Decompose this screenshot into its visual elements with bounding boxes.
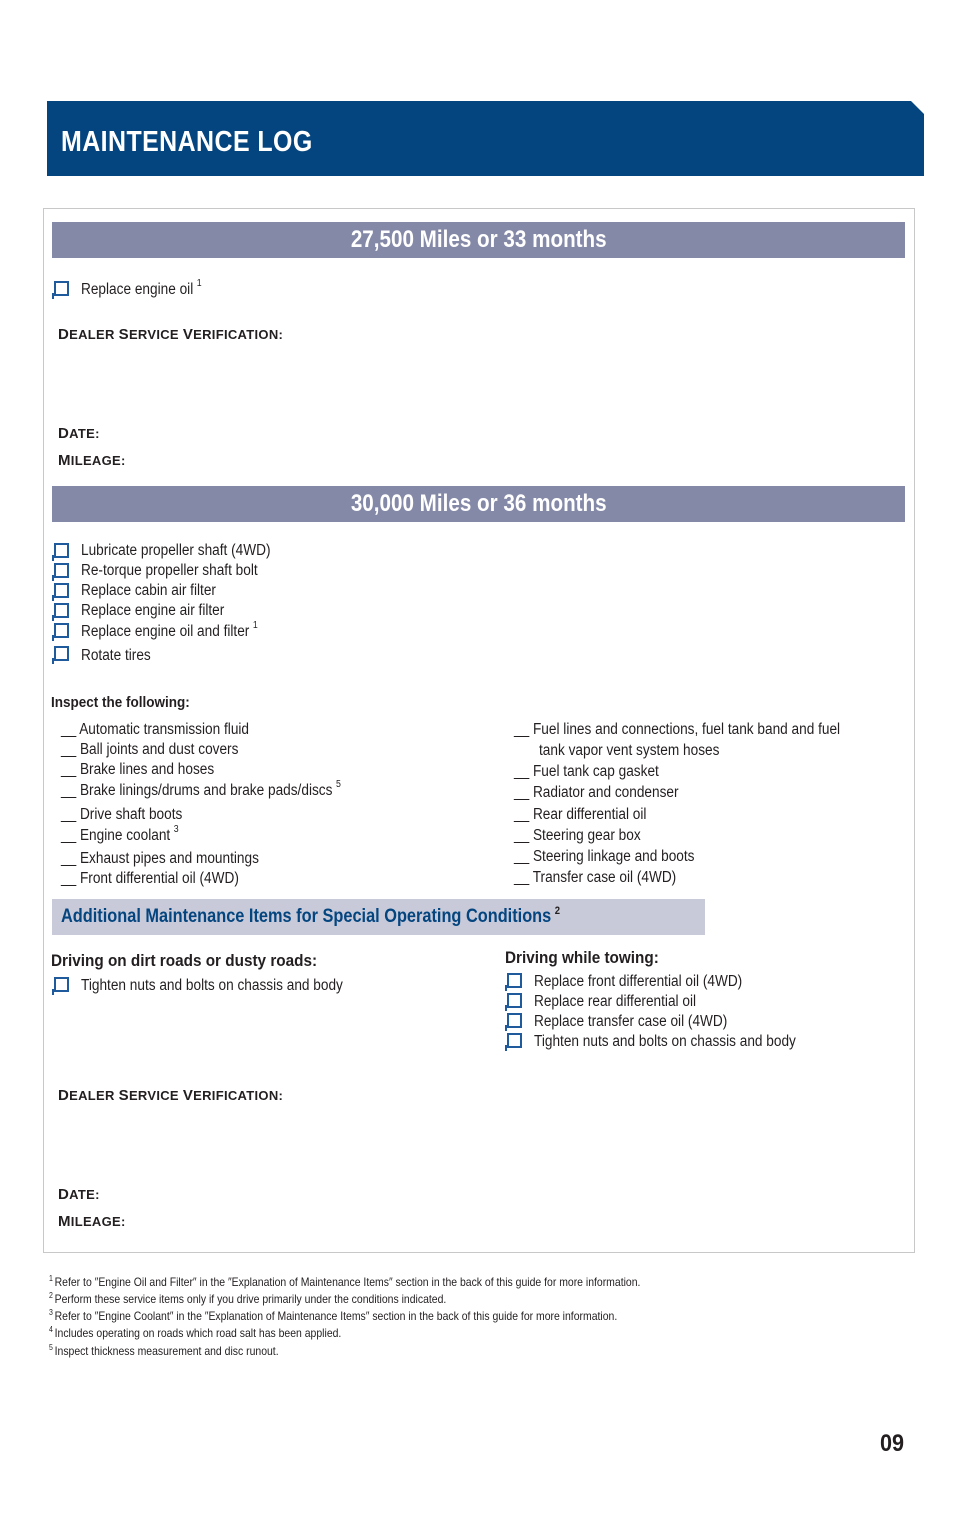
- service-item: [534, 973, 742, 991]
- footnote: [49, 1344, 279, 1358]
- footnote-ref: 3: [173, 824, 179, 835]
- service-item: [81, 542, 271, 560]
- checkbox[interactable]: [54, 543, 69, 558]
- inspect-item: [514, 806, 646, 824]
- inspect-item-label: __ Radiator and condenser: [514, 784, 679, 801]
- inspect-item-label: __ Brake lines and hoses: [61, 761, 215, 778]
- mileage-label: MILEAGE:: [58, 1213, 126, 1230]
- footnote-ref: 1: [252, 620, 258, 631]
- section-bar-30000: [52, 486, 905, 522]
- footnote: [49, 1326, 341, 1340]
- additional-maintenance-title: [61, 906, 560, 928]
- inspect-item: [61, 824, 179, 845]
- footnote-number: 3: [49, 1308, 53, 1317]
- checkbox[interactable]: [507, 993, 522, 1008]
- checkbox[interactable]: [54, 646, 69, 661]
- inspect-item: [514, 848, 694, 866]
- date-label: DATE:: [58, 425, 100, 442]
- service-item: [81, 620, 258, 641]
- inspect-item-label: __ Ball joints and dust covers: [61, 741, 239, 758]
- inspect-item-label: __ Exhaust pipes and mountings: [61, 850, 259, 867]
- section-title: 27,500 Miles or 33 months: [350, 226, 607, 253]
- inspect-item-label: __ Engine coolant: [61, 827, 171, 844]
- service-item: [81, 647, 151, 665]
- inspect-item: [61, 870, 239, 888]
- footnote: [49, 1292, 446, 1306]
- inspect-item-label: __ Steering gear box: [514, 827, 641, 844]
- inspect-item: [514, 721, 840, 739]
- footnote: [49, 1309, 617, 1323]
- section-title: 30,000 Miles or 36 months: [350, 490, 607, 517]
- inspect-item-label: __ Steering linkage and boots: [514, 848, 695, 865]
- inspect-item-label: __ Fuel lines and connections, fuel tank band and fuel: [514, 721, 841, 738]
- date-label: DATE:: [58, 1186, 100, 1203]
- footnote-ref: 5: [335, 779, 341, 790]
- page-title: MAINTENANCE LOG: [61, 126, 313, 158]
- service-item-label: Tighten nuts and bolts on chassis and body: [534, 1033, 796, 1050]
- section-bar-27500: [52, 222, 905, 258]
- checkbox[interactable]: [507, 1013, 522, 1028]
- checkbox[interactable]: [507, 973, 522, 988]
- inspect-item-continued: [539, 742, 719, 760]
- service-item-label: Replace engine oil: [81, 281, 194, 298]
- inspect-item: [514, 869, 676, 887]
- service-item-label: Lubricate propeller shaft (4WD): [81, 542, 271, 559]
- service-item: [534, 1033, 796, 1051]
- checkbox[interactable]: [54, 583, 69, 598]
- inspect-item-label: __ Front differential oil (4WD): [61, 870, 239, 887]
- footnote-text: Perform these service items only if you drive primarily under the conditions indicated.: [54, 1292, 447, 1306]
- footnote-number: 1: [49, 1274, 53, 1283]
- inspect-item: [514, 784, 679, 802]
- inspect-item-label: __ Automatic transmission fluid: [61, 721, 250, 738]
- checkbox[interactable]: [54, 281, 69, 296]
- checkbox[interactable]: [54, 623, 69, 638]
- service-item: [81, 278, 202, 299]
- footnote-number: 4: [49, 1325, 53, 1334]
- inspect-item: [514, 763, 659, 781]
- checkbox[interactable]: [507, 1033, 522, 1048]
- service-item-label: Rotate tires: [81, 647, 151, 664]
- inspect-item: [61, 741, 238, 759]
- inspect-item: [61, 850, 259, 868]
- dealer-verification-label: DEALER SERVICE VERIFICATION:: [58, 1087, 284, 1104]
- inspect-item-label: __ Drive shaft boots: [61, 806, 183, 823]
- footnote-text: Refer to ″Engine Oil and Filter″ in the ″Explanation of Maintenance Items″ section in the back of this guide for more information.: [54, 1275, 641, 1289]
- service-item-label: Replace rear differential oil: [534, 993, 697, 1010]
- service-item: [534, 1013, 727, 1031]
- inspect-item: [61, 761, 214, 779]
- footnote-text: Inspect thickness measurement and disc runout.: [54, 1344, 279, 1358]
- inspect-item: [61, 721, 249, 739]
- dirt-roads-heading: Driving on dirt roads or dusty roads:: [51, 951, 318, 970]
- inspect-item-label: __ Transfer case oil (4WD): [514, 869, 677, 886]
- checkbox[interactable]: [54, 563, 69, 578]
- service-item: [534, 993, 696, 1011]
- service-item: [81, 582, 216, 600]
- service-item-label: Replace engine air filter: [81, 602, 225, 619]
- service-item: [81, 602, 224, 620]
- footnote-ref: 1: [196, 278, 202, 289]
- dealer-verification-label: DEALER SERVICE VERIFICATION:: [58, 326, 284, 343]
- service-item-label: Replace transfer case oil (4WD): [534, 1013, 728, 1030]
- inspect-item: [61, 806, 182, 824]
- checkbox[interactable]: [54, 603, 69, 618]
- footnote-ref: 2: [554, 905, 560, 917]
- page-number: 09: [880, 1430, 905, 1457]
- service-item-label: Replace cabin air filter: [81, 582, 216, 599]
- inspect-item-label: tank vapor vent system hoses: [539, 742, 720, 759]
- inspect-item: [61, 779, 341, 800]
- footnote-text: Refer to ″Engine Coolant″ in the ″Explanation of Maintenance Items″ section in the back of this guide for more information.: [54, 1309, 618, 1323]
- towing-heading: Driving while towing:: [505, 948, 659, 967]
- service-item-label: Tighten nuts and bolts on chassis and body: [81, 977, 343, 994]
- mileage-label: MILEAGE:: [58, 452, 126, 469]
- inspect-item: [514, 827, 641, 845]
- footnote: [49, 1275, 640, 1289]
- inspect-heading: Inspect the following:: [51, 694, 190, 711]
- inspect-item-label: __ Fuel tank cap gasket: [514, 763, 659, 780]
- additional-title-text: Additional Maintenance Items for Special Operating Conditions: [61, 906, 552, 927]
- service-item: [81, 562, 258, 580]
- footnote-number: 2: [49, 1291, 53, 1300]
- inspect-item-label: __ Rear differential oil: [514, 806, 647, 823]
- footnote-number: 5: [49, 1343, 53, 1352]
- service-item-label: Replace engine oil and filter: [81, 623, 250, 640]
- service-item: [81, 977, 343, 995]
- service-item-label: Re-torque propeller shaft bolt: [81, 562, 258, 579]
- inspect-item-label: __ Brake linings/drums and brake pads/discs: [61, 782, 333, 799]
- footnote-text: Includes operating on roads which road salt has been applied.: [54, 1326, 342, 1340]
- checkbox[interactable]: [54, 977, 69, 992]
- service-item-label: Replace front differential oil (4WD): [534, 973, 743, 990]
